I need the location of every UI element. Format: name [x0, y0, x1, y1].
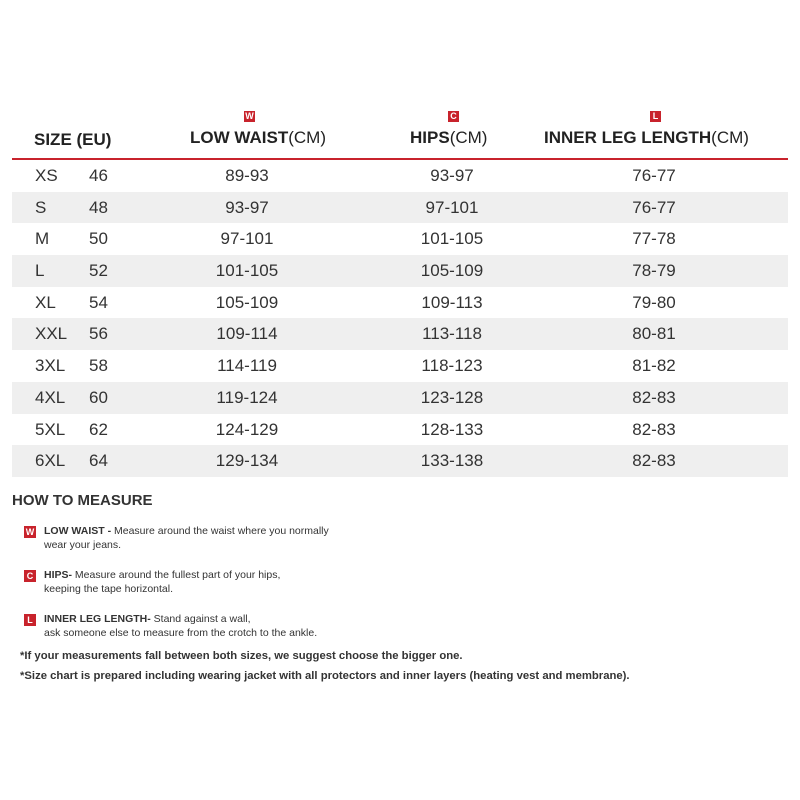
cell-eu: 60: [89, 387, 108, 407]
cell-hips: 97-101: [425, 197, 479, 217]
cell-leg: 82-83: [632, 387, 676, 407]
cell-size: XXL: [35, 324, 68, 344]
cell-hips: 113-118: [422, 324, 482, 344]
cell-size: XS: [35, 166, 58, 185]
cell-waist: 93-97: [225, 197, 269, 217]
cell-eu: 56: [89, 324, 108, 344]
hips-badge-icon: C: [448, 111, 459, 122]
cell-hips: 105-109: [420, 261, 484, 281]
cell-eu: 52: [89, 261, 108, 281]
cell-leg: 77-78: [632, 229, 676, 249]
table-row: [12, 192, 788, 224]
header-hips-label: HIPS: [410, 128, 450, 147]
cell-hips: 128-133: [420, 419, 484, 439]
cell-waist: 129-134: [215, 451, 279, 471]
cell-size: 4XL: [35, 387, 66, 407]
leg-badge-icon: L: [650, 111, 661, 122]
measure-waist-line2: wear your jeans.: [44, 539, 122, 551]
cell-waist: 124-129: [215, 419, 279, 439]
table-row: [12, 445, 788, 477]
header-waist-unit: (CM): [288, 128, 326, 147]
cell-hips: 118-123: [421, 356, 483, 376]
table-body: [12, 160, 788, 477]
leg-badge-icon: L: [24, 614, 36, 626]
cell-size: 6XL: [35, 451, 66, 471]
cell-eu: 54: [89, 292, 108, 312]
cell-size: S: [35, 197, 47, 217]
cell-waist: 89-93: [225, 166, 269, 185]
header-hips-unit: (CM): [449, 128, 488, 147]
table-row: [12, 350, 788, 382]
measure-leg-title: INNER LEG LENGTH-: [44, 613, 151, 625]
cell-waist: 119-124: [216, 387, 278, 407]
measure-hips-line1: Measure around the fullest part of your hips,: [72, 569, 281, 581]
cell-waist: 101-105: [215, 261, 279, 281]
cell-hips: 123-128: [420, 387, 484, 407]
cell-waist: 97-101: [220, 229, 274, 249]
cell-eu: 48: [89, 197, 108, 217]
table-header: [12, 108, 788, 160]
size-chart-table: [12, 108, 788, 477]
measure-waist-line1: Measure around the waist where you normally: [111, 525, 329, 537]
cell-hips: 109-113: [421, 292, 483, 312]
cell-eu: 64: [89, 451, 108, 471]
cell-hips: 93-97: [430, 166, 474, 185]
cell-leg: 79-80: [632, 292, 676, 312]
cell-size: 3XL: [35, 356, 66, 376]
table-row: [12, 414, 788, 446]
cell-size: L: [35, 261, 45, 281]
cell-eu: 62: [89, 419, 108, 439]
measure-hips-line2: keeping the tape horizontal.: [44, 583, 174, 595]
table-row: [12, 382, 788, 414]
table-row: [12, 255, 788, 287]
table-row: [12, 160, 788, 192]
cell-leg: 82-83: [632, 451, 676, 471]
cell-leg: 81-82: [632, 356, 676, 376]
measure-leg-line1: Stand against a wall,: [150, 613, 251, 625]
header-leg-unit: (CM): [711, 128, 749, 147]
table-row: [12, 287, 788, 319]
header-waist-label: LOW WAIST: [190, 128, 289, 147]
note-between-sizes: *If your measurements fall between both sizes, we suggest choose the bigger one.: [20, 650, 463, 662]
measure-hips-title: HIPS-: [44, 569, 73, 581]
cell-size: M: [35, 229, 50, 249]
cell-eu: 50: [89, 229, 108, 249]
measure-leg-line2: ask someone else to measure from the crotch to the ankle.: [44, 627, 318, 639]
cell-leg: 82-83: [632, 419, 676, 439]
hips-badge-icon: C: [24, 570, 36, 582]
waist-badge-icon: W: [25, 527, 35, 537]
table-row: [12, 318, 788, 350]
cell-leg: 80-81: [632, 324, 676, 344]
cell-hips: 133-138: [420, 451, 484, 471]
how-to-measure-title: HOW TO MEASURE: [12, 492, 153, 509]
table-row: [12, 223, 788, 255]
waist-badge-icon: W: [245, 111, 254, 121]
cell-leg: 76-77: [632, 197, 676, 217]
cell-leg: 76-77: [632, 166, 676, 185]
cell-leg: 78-79: [632, 261, 676, 281]
cell-size: 5XL: [35, 419, 66, 439]
header-leg-label: INNER LEG LENGTH: [544, 128, 712, 147]
cell-eu: 58: [89, 356, 108, 376]
cell-waist: 105-109: [215, 292, 279, 312]
cell-hips: 101-105: [420, 229, 484, 249]
cell-size: XL: [35, 292, 56, 312]
measure-waist-title: LOW WAIST -: [44, 525, 112, 537]
cell-waist: 109-114: [216, 324, 278, 344]
cell-eu: 46: [89, 166, 108, 185]
cell-waist: 114-119: [217, 356, 277, 376]
note-size-chart: *Size chart is prepared including wearing jacket with all protectors and inner layers (heating vest and membrane).: [20, 670, 630, 682]
header-size-label: SIZE (EU): [34, 130, 112, 149]
